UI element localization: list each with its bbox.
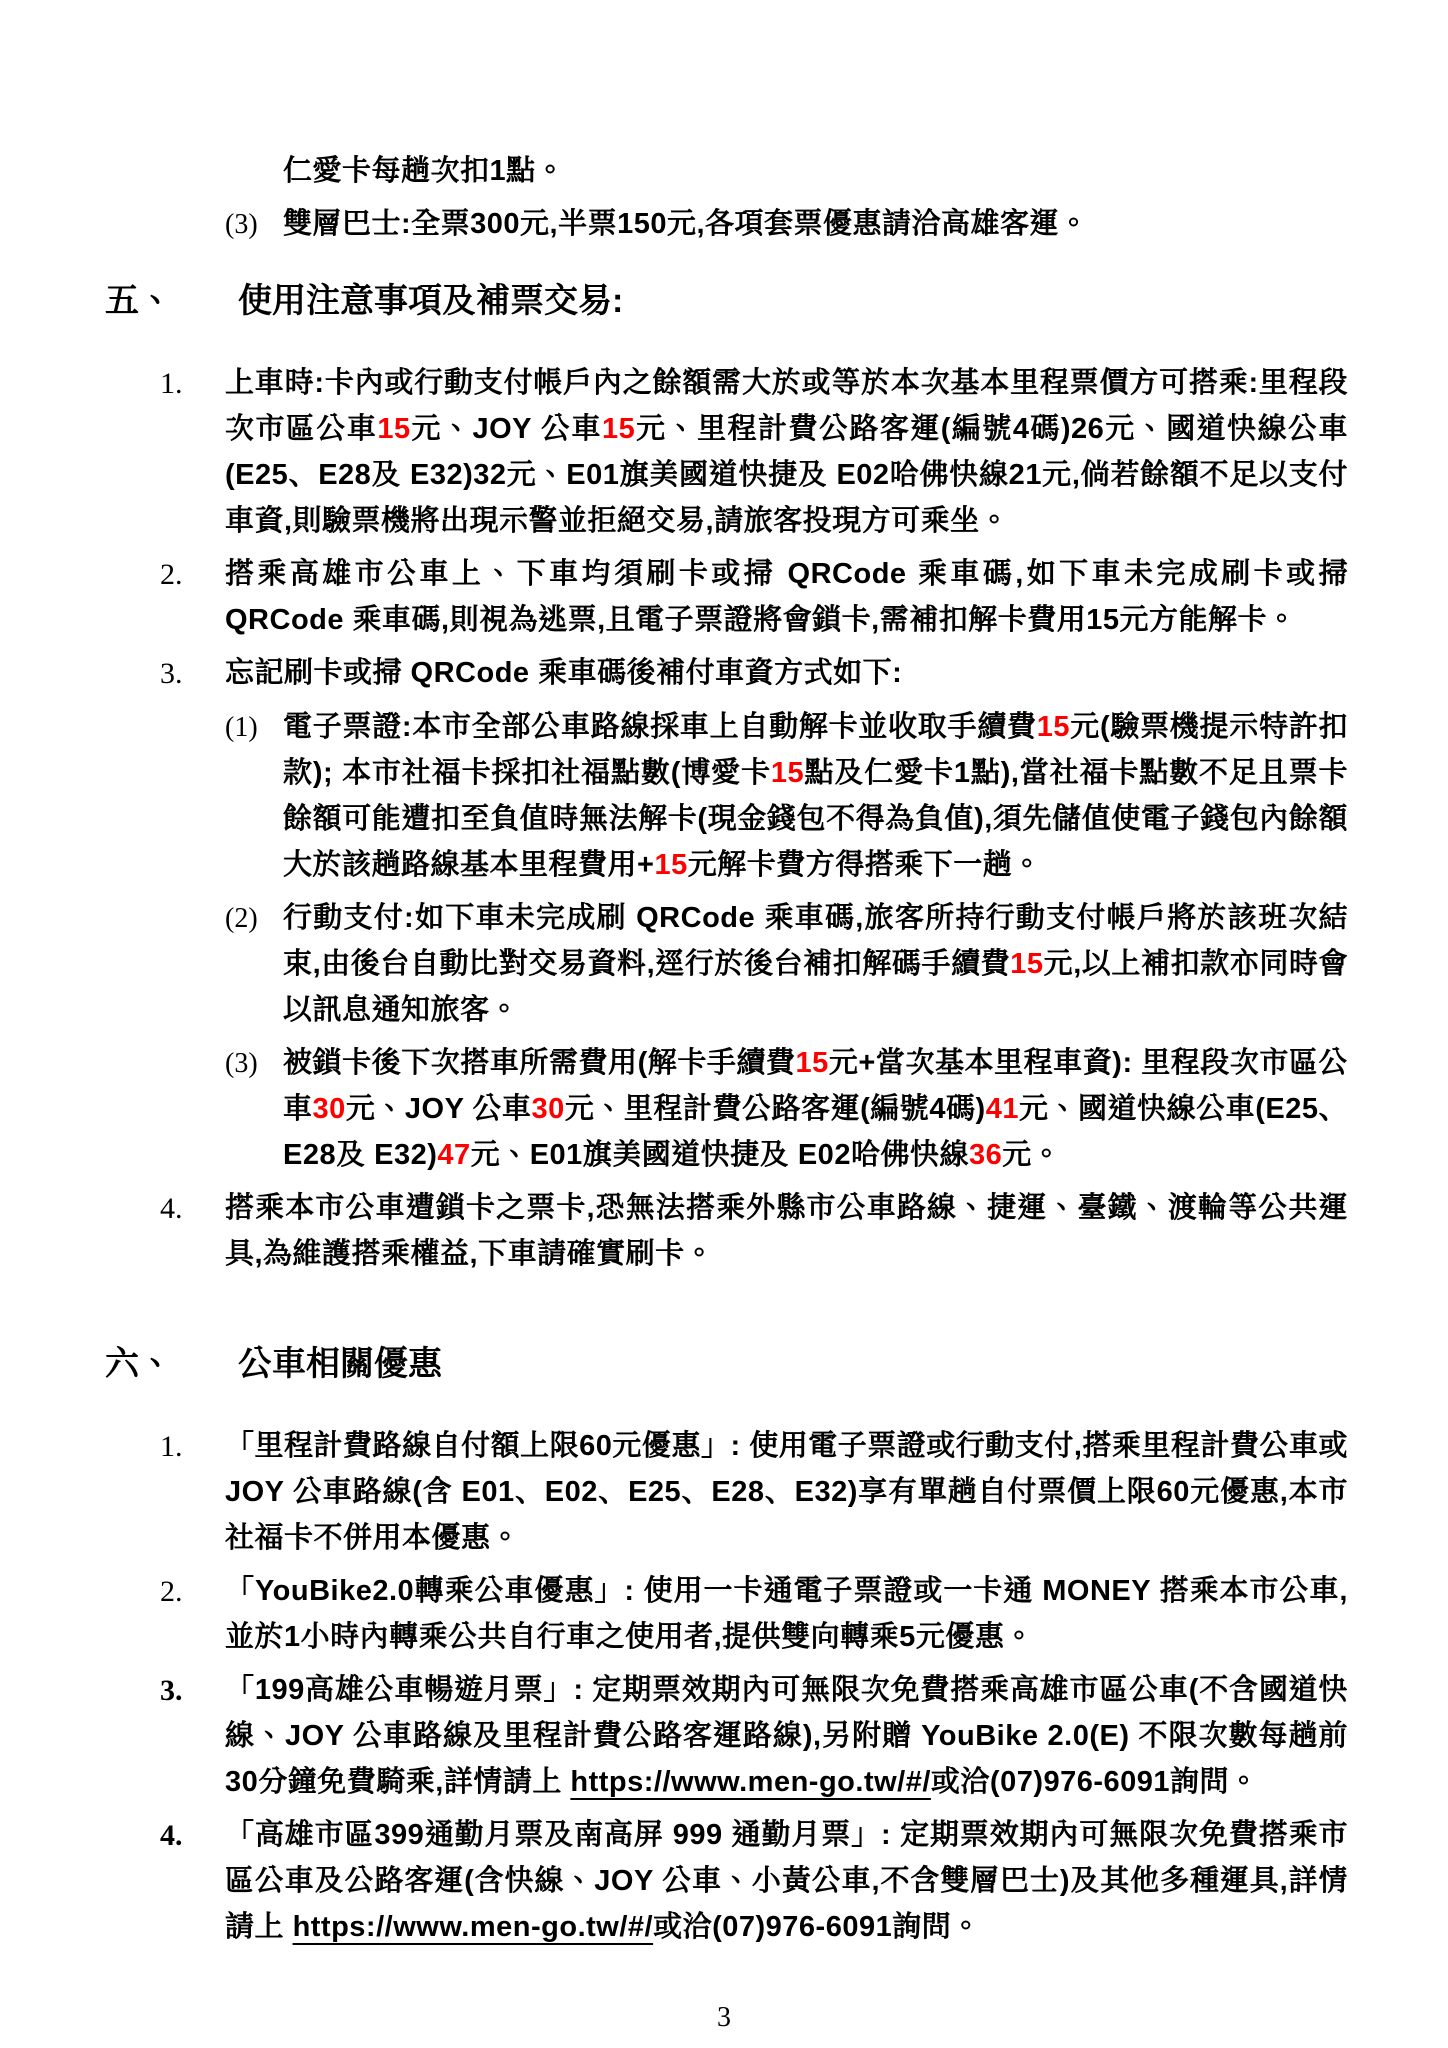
text-run: 忘記刷卡或掃 QRCode 乘車碼後補付車資方式如下: bbox=[225, 657, 903, 689]
list-marker: (3) bbox=[225, 209, 258, 240]
fare-amount-highlight: 15 bbox=[654, 849, 688, 881]
paragraph-text bbox=[225, 1423, 1348, 1561]
text-run: 搭乘本市公車遭鎖卡之票卡,恐無法搭乘外縣市公車路線、捷運、臺鐵、渡輪等公共運具,為維護搭乘權益,下車請確實刷卡。 bbox=[225, 1192, 1348, 1270]
item-5-1-boarding-balance bbox=[160, 360, 1348, 544]
section-number: 六、 bbox=[105, 1345, 173, 1383]
paragraph-text bbox=[225, 1812, 1348, 1950]
item-5-2-tap-on-off bbox=[160, 551, 1348, 643]
text-run: 被鎖卡後下次搭車所需費用(解卡手續費 bbox=[283, 1047, 796, 1079]
paragraph-text bbox=[283, 201, 1348, 248]
text-run: 「里程計費路線自付額上限60元優惠」: 使用電子票證或行動支付,搭乘里程計費公車或 JOY 公車路線(含 E01、E02、E25、E28、E32)享有單趟自付票價上限60元優惠,本市社福卡不併用本優惠。 bbox=[225, 1430, 1348, 1554]
text-run: 點及仁愛卡1點),當社福卡點數不足且票卡餘額可能遭扣至負值時無法解卡(現金錢包不得為負值),須先儲值使電子錢包內餘額大於該趟路線基本里程費用+ bbox=[283, 757, 1349, 881]
section-6-heading bbox=[105, 1341, 1248, 1387]
item-5-3-3-locked-card-fees bbox=[225, 1040, 1348, 1178]
text-run: 元解卡費方得搭乘下一趟。 bbox=[687, 849, 1042, 881]
text-run: 雙層巴士:全票300元,半票150元,各項套票優惠請洽高雄客運。 bbox=[283, 208, 1089, 240]
text-run: 元(驗票機提示特許扣款); 本市社福卡採扣社福點數(博愛卡 bbox=[283, 711, 1348, 789]
section-title: 公車相關優惠 bbox=[238, 1345, 442, 1383]
paragraph-text bbox=[283, 148, 1348, 194]
fare-amount-highlight: 15 bbox=[377, 413, 411, 445]
text-run: 搭乘高雄市公車上、下車均須刷卡或掃 QRCode 乘車碼,如下車未完成刷卡或掃QRCode 乘車碼,則視為逃票,且電子票證將會鎖卡,需補扣解卡費用15元方能解卡。 bbox=[225, 558, 1348, 636]
paragraph-text bbox=[283, 704, 1348, 888]
fare-amount-highlight: 47 bbox=[437, 1139, 471, 1171]
text-run: 「高雄市區399通勤月票及南高屏 999 通勤月票」: 定期票效期內可無限次免費搭乘市區公車及公路客運(含快線、JOY 公車、小黃公車,不含雙層巴士)及其他多種運具,詳情請上 bbox=[225, 1819, 1348, 1943]
list-marker: 1. bbox=[160, 367, 183, 400]
section-title: 使用注意事項及補票交易: bbox=[238, 282, 624, 320]
text-run: 元、里程計費公路客運(編號4碼)26元、國道快線公車(E25、E28及 E32)32元、E01旗美國道快捷及 E02哈佛快線21元,倘若餘額不足以支付車資,則驗票機將出現示警並拒絕交易,請旅客投現方可乘坐。 bbox=[225, 413, 1349, 537]
paragraph-text bbox=[225, 650, 1348, 697]
text-run: 元、E01旗美國道快捷及 E02哈佛快線 bbox=[470, 1139, 969, 1171]
item-5-3-makeup-payment bbox=[160, 650, 1348, 697]
fare-amount-highlight: 30 bbox=[312, 1093, 346, 1125]
text-run: 元+當次基本里程車資): 里程段次市區公車 bbox=[283, 1047, 1348, 1125]
fare-amount-highlight: 36 bbox=[968, 1139, 1003, 1171]
item-5-3-2-mobile-payment bbox=[225, 895, 1348, 1033]
list-marker: 2. bbox=[160, 1575, 183, 1608]
page-footer bbox=[0, 2002, 1448, 2034]
item-6-4-399-999-commuter-pass bbox=[160, 1812, 1348, 1950]
text-run: 「YouBike2.0轉乘公車優惠」: 使用一卡通電子票證或一卡通 MONEY 搭乘本市公車,並於1小時內轉乘公共自行車之使用者,提供雙向轉乘5元優惠。 bbox=[225, 1575, 1348, 1653]
item-5-4-locked-card-warning bbox=[160, 1185, 1348, 1277]
item-6-3-199-monthly-pass bbox=[160, 1667, 1348, 1805]
section-number: 五、 bbox=[105, 282, 173, 320]
paragraph-text bbox=[283, 895, 1348, 1033]
text-run: 上車時:卡內或行動支付帳戶內之餘額需大於或等於本次基本里程票價方可搭乘:里程段次市區公車 bbox=[225, 367, 1348, 445]
text-run: 元、里程計費公路客運(編號4碼) bbox=[564, 1093, 986, 1125]
paragraph-text bbox=[225, 1667, 1348, 1805]
text-run: 元、國道快線公車(E25、E28及 E32) bbox=[283, 1093, 1348, 1171]
text-run: 元、JOY 公車 bbox=[410, 413, 602, 445]
text-run: 或洽(07)976-6091詢問。 bbox=[653, 1911, 981, 1943]
paragraph-text bbox=[225, 551, 1348, 643]
list-marker: (2) bbox=[225, 903, 258, 934]
fare-amount-highlight: 41 bbox=[985, 1093, 1019, 1125]
paragraph-text bbox=[225, 360, 1348, 544]
section-5-heading bbox=[105, 278, 1248, 324]
text-run: 元,以上補扣款亦同時會以訊息通知旅客。 bbox=[283, 948, 1348, 1026]
text-run: 仁愛卡每趟次扣1點。 bbox=[283, 155, 566, 187]
list-marker: 1. bbox=[160, 1430, 183, 1463]
fare-amount-highlight: 15 bbox=[601, 413, 636, 445]
list-marker: 3. bbox=[160, 657, 183, 690]
list-marker: (3) bbox=[225, 1048, 258, 1079]
paragraph-text bbox=[225, 1185, 1348, 1277]
paragraph-text bbox=[225, 1568, 1348, 1660]
text-run: 行動支付:如下車未完成刷 QRCode 乘車碼,旅客所持行動支付帳戶將於該班次結束,由後台自動比對交易資料,逕行於後台補扣解碼手續費 bbox=[283, 902, 1348, 980]
text-run: 或洽(07)976-6091詢問。 bbox=[930, 1766, 1259, 1798]
fare-amount-highlight: 30 bbox=[531, 1093, 565, 1125]
text-run: 「199高雄公車暢遊月票」: 定期票效期內可無限次免費搭乘高雄市區公車(不含國道快線、JOY 公車路線及里程計費公路客運路線),另附贈 YouBike 2.0(E) 不限次數每趟前30分鐘免費騎乘,詳情請上 bbox=[225, 1674, 1348, 1798]
item-6-1-fare-cap-discount bbox=[160, 1423, 1348, 1561]
item-5-3-1-eticket bbox=[225, 704, 1348, 888]
paragraph-text bbox=[283, 1040, 1348, 1178]
mengo-website-link[interactable]: https://www.men-go.tw/#/ bbox=[292, 1911, 654, 1943]
fare-amount-highlight: 15 bbox=[795, 1047, 829, 1079]
item-6-2-youbike-transfer-discount bbox=[160, 1568, 1348, 1660]
text-run: 元。 bbox=[1002, 1139, 1062, 1171]
note-renai-card-deduction bbox=[283, 148, 1348, 194]
fare-amount-highlight: 15 bbox=[1036, 711, 1070, 743]
fare-amount-highlight: 15 bbox=[770, 757, 805, 789]
list-marker: (1) bbox=[225, 712, 258, 743]
page-number: 3 bbox=[717, 2002, 731, 2033]
item-double-decker-bus-fare bbox=[225, 201, 1348, 248]
list-marker: 2. bbox=[160, 558, 183, 591]
list-marker: 4. bbox=[160, 1192, 183, 1225]
fare-amount-highlight: 15 bbox=[1010, 948, 1044, 980]
text-run: 電子票證:本市全部公車路線採車上自動解卡並收取手續費 bbox=[283, 711, 1037, 743]
text-run: 元、JOY 公車 bbox=[345, 1093, 532, 1125]
list-marker: 4. bbox=[160, 1819, 183, 1852]
list-marker: 3. bbox=[160, 1674, 183, 1707]
mengo-website-link[interactable]: https://www.men-go.tw/#/ bbox=[570, 1766, 931, 1798]
